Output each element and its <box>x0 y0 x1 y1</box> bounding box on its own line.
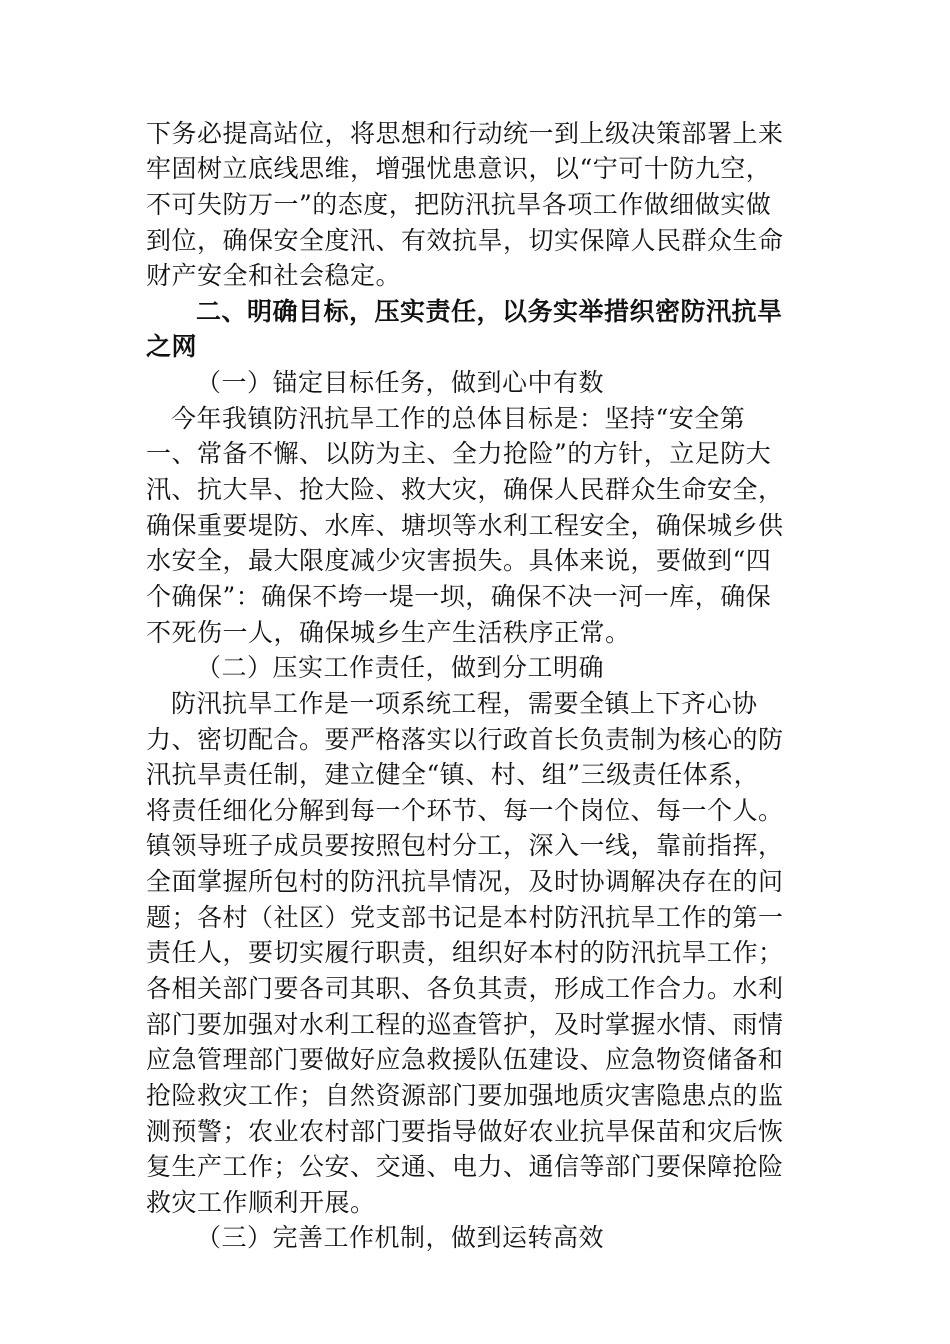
paragraph-line: 今年我镇防汛抗旱工作的总体目标是：坚持“安全第 <box>171 404 746 433</box>
paragraph-line: 不可失防万一”的态度，把防汛抗旱各项工作做细做实做 <box>146 190 772 219</box>
section-heading: 二、明确目标，压实责任，以务实举措织密防汛抗旱 <box>196 297 783 326</box>
paragraph-line: 个确保”：确保不垮一堤一坝，确保不决一河一库，确保 <box>146 582 772 611</box>
paragraph-line: 汛抗旱责任制，建立健全“镇、村、组”三级责任体系， <box>146 760 760 789</box>
subsection-heading: （一）锚定目标任务，做到心中有数 <box>196 368 605 397</box>
section-heading: 之网 <box>146 332 198 361</box>
paragraph-line: 全面掌握所包村的防汛抗旱情况，及时协调解决存在的问 <box>146 867 784 896</box>
paragraph-line: 下务必提高站位，将思想和行动统一到上级决策部署上来 <box>146 119 784 148</box>
paragraph-line: 各相关部门要各司其职、各负其责，形成工作合力。水利 <box>146 974 784 1003</box>
paragraph-line: 责任人，要切实履行职责，组织好本村的防汛抗旱工作； <box>146 938 784 967</box>
paragraph-line: 抢险救灾工作；自然资源部门要加强地质灾害隐患点的监 <box>146 1081 784 1110</box>
paragraph-line: 测预警；农业农村部门要指导做好农业抗旱保苗和灾后恢 <box>146 1117 784 1146</box>
paragraph-line: 救灾工作顺利开展。 <box>146 1188 376 1217</box>
paragraph-line: 防汛抗旱工作是一项系统工程，需要全镇上下齐心协 <box>171 689 758 718</box>
paragraph-line: 确保重要堤防、水库、塘坝等水利工程安全，确保城乡供 <box>146 511 784 540</box>
paragraph-line: 水安全，最大限度减少灾害损失。具体来说，要做到“四 <box>146 546 772 575</box>
paragraph-line: 题；各村（社区）党支部书记是本村防汛抗旱工作的第一 <box>146 903 784 932</box>
paragraph-line: 一、常备不懈、以防为主、全力抢险”的方针，立足防大 <box>146 439 772 468</box>
paragraph-line: 镇领导班子成员要按照包村分工，深入一线，靠前指挥， <box>146 831 784 860</box>
paragraph-line: 将责任细化分解到每一个环节、每一个岗位、每一个人。 <box>146 796 784 825</box>
paragraph-line: 到位，确保安全度汛、有效抗旱，切实保障人民群众生命 <box>146 226 784 255</box>
paragraph-line: 应急管理部门要做好应急救援队伍建设、应急物资储备和 <box>146 1045 784 1074</box>
paragraph-line: 力、密切配合。要严格落实以行政首长负责制为核心的防 <box>146 725 784 754</box>
paragraph-line: 部门要加强对水利工程的巡查管护，及时掌握水情、雨情 <box>146 1010 784 1039</box>
subsection-heading: （三）完善工作机制，做到运转高效 <box>196 1223 605 1252</box>
paragraph-line: 复生产工作；公安、交通、电力、通信等部门要保障抢险 <box>146 1152 784 1181</box>
paragraph-line: 牢固树立底线思维，增强忧患意识，以“宁可十防九空， <box>146 154 772 183</box>
paragraph-line: 不死伤一人，确保城乡生产生活秩序正常。 <box>146 618 631 647</box>
paragraph-line: 财产安全和社会稳定。 <box>146 261 402 290</box>
paragraph-line: 汛、抗大旱、抢大险、救大灾，确保人民群众生命安全， <box>146 475 784 504</box>
subsection-heading: （二）压实工作责任，做到分工明确 <box>196 653 605 682</box>
